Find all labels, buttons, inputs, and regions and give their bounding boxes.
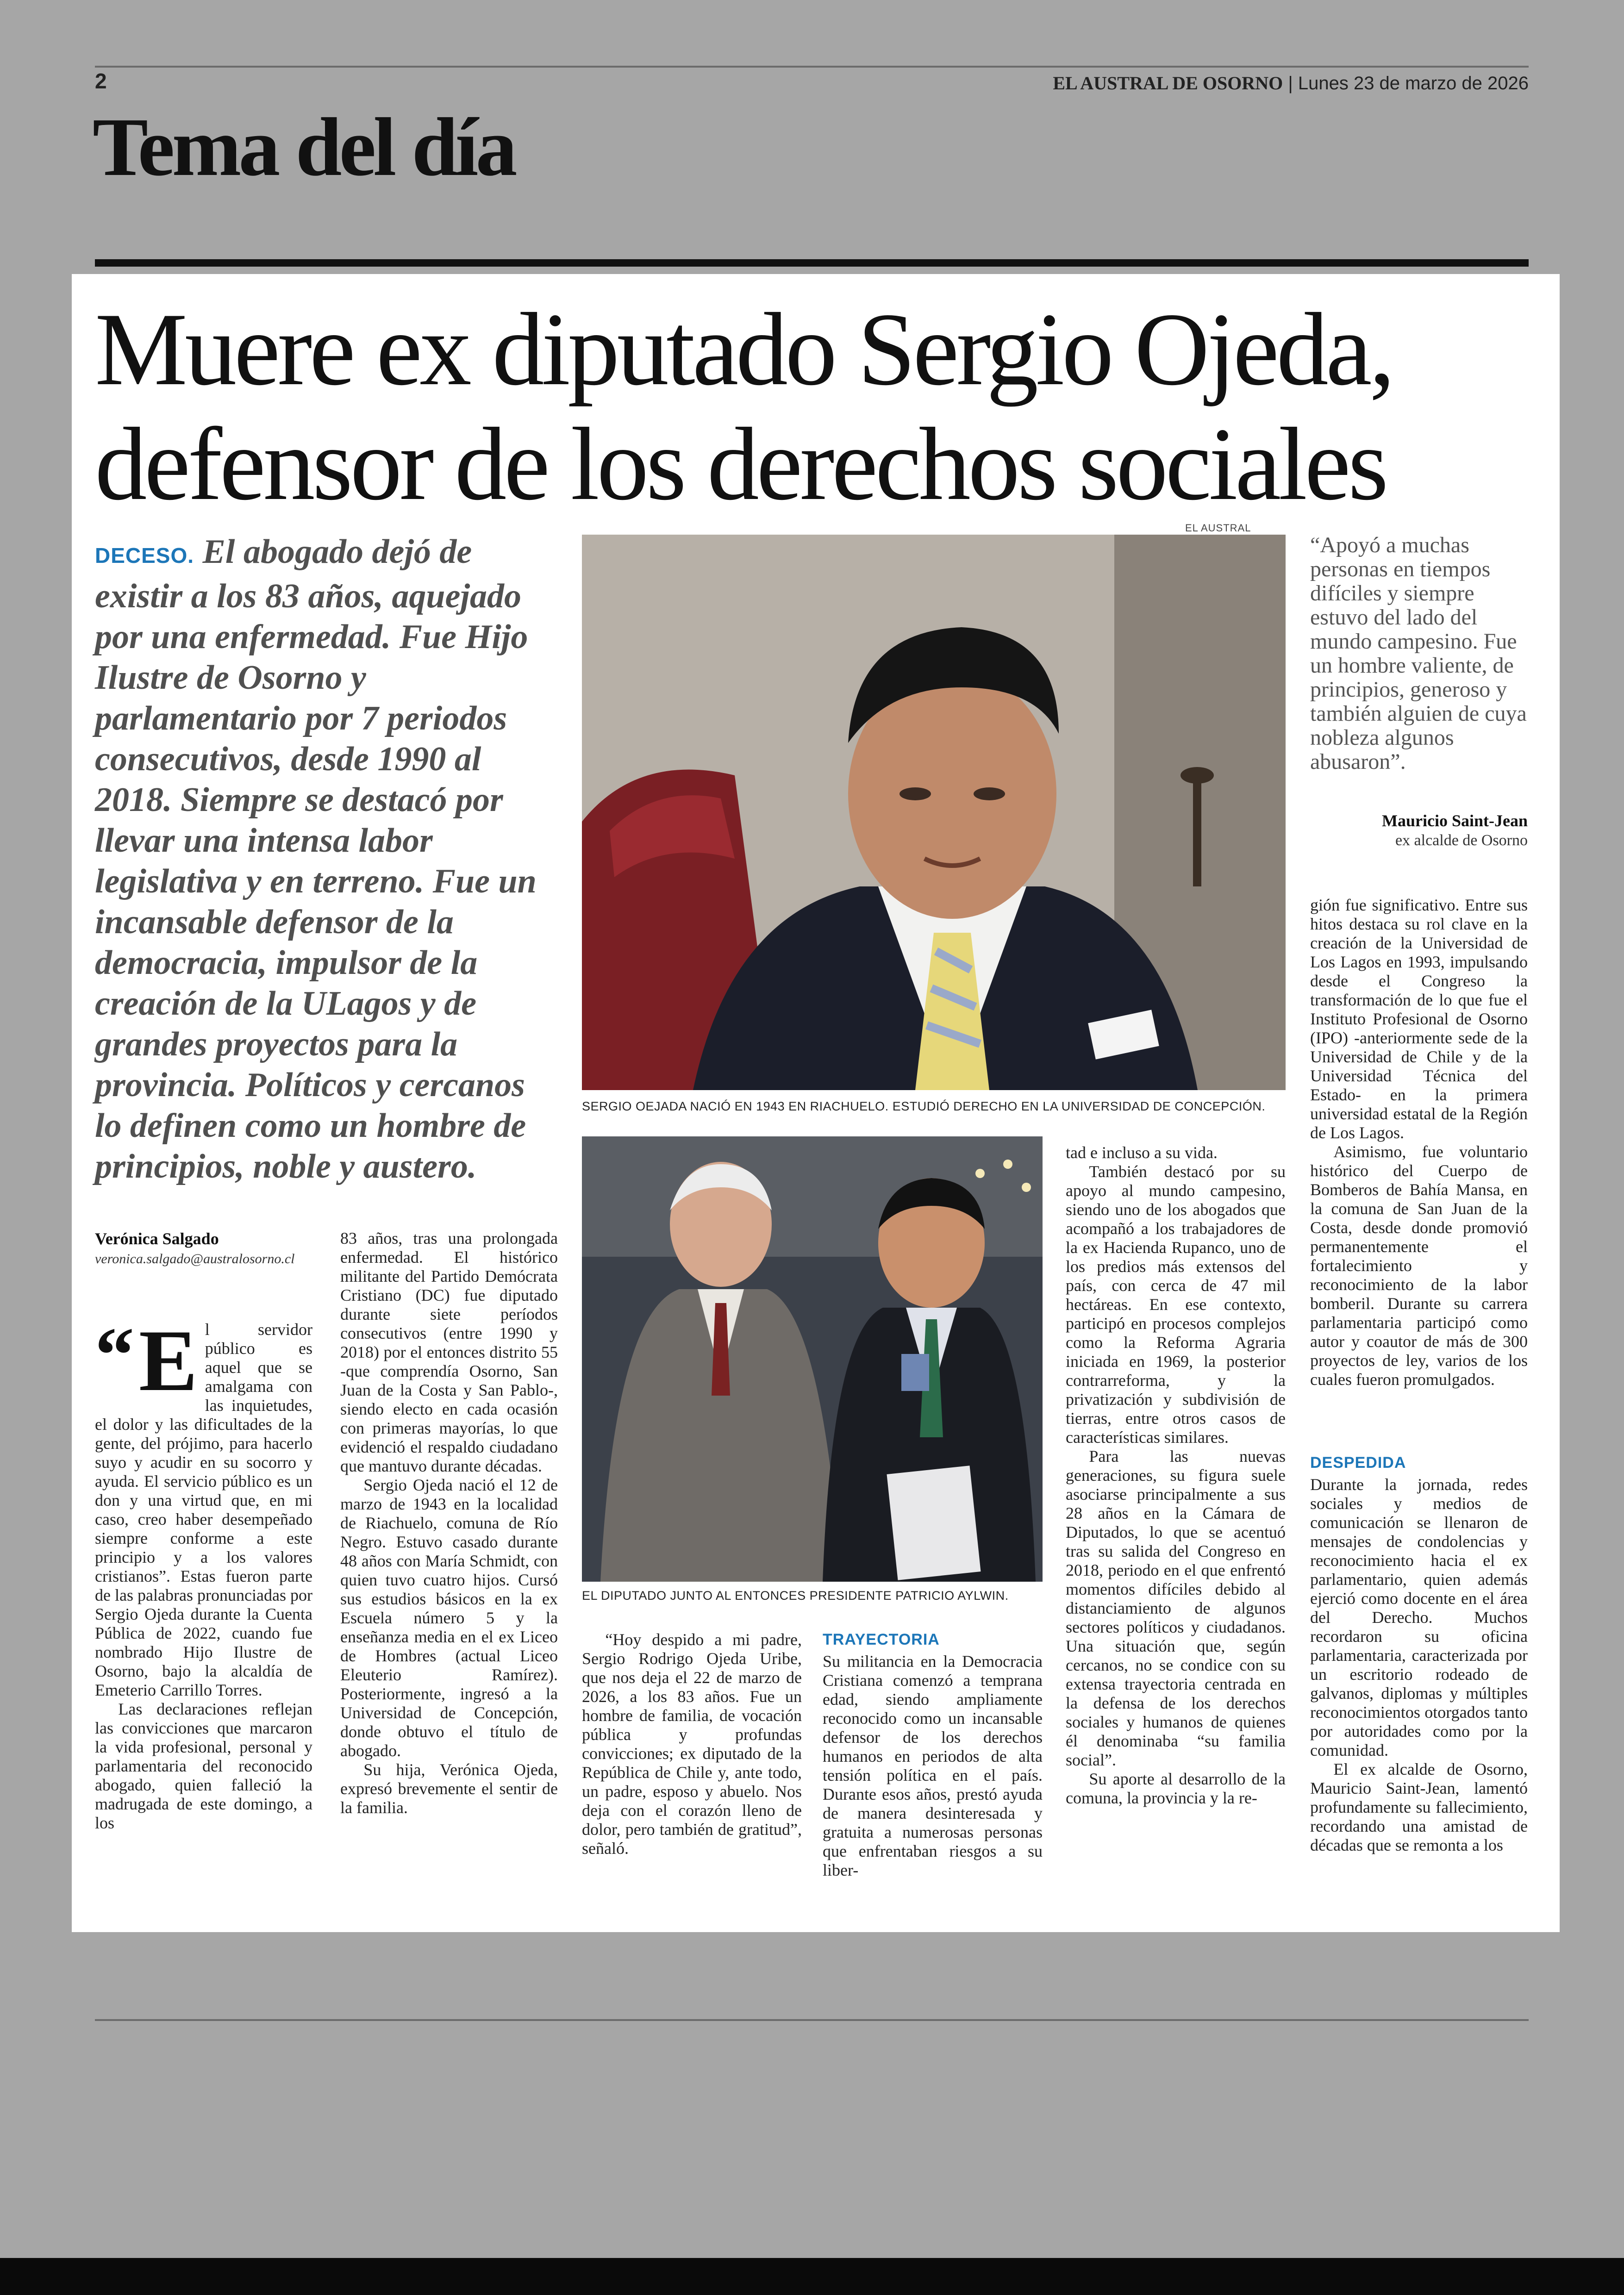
body-paragraph: El ex alcalde de Osorno, Mauricio Saint-Jean, lamentó profundamente su fallecimiento, recordando una amistad de décadas que se remonta a los <box>1310 1760 1528 1854</box>
newspaper-name: EL AUSTRAL DE OSORNO <box>1053 73 1283 94</box>
pull-quote-role: ex alcalde de Osorno <box>1395 832 1528 849</box>
photo-caption-1: SERGIO OEJADA NACIÓ EN 1943 EN RIACHUELO. ESTUDIÓ DERECHO EN LA UNIVERSIDAD DE CONCEPCIÓN. <box>582 1099 1266 1113</box>
masthead <box>1053 72 1529 94</box>
lead-text: El abogado dejó de existir a los 83 años, aquejado por una enfermedad. Fue Hijo Ilustre de Osorno y parlamentario por 7 periodos consecutivos, desde 1990 al 2018. Siempre se destacó por llevar una intensa labor legislativa y en terreno. Fue un incansable defensor de la democracia, impulsor de la creación de la ULagos y de grandes proyectos para la provincia. Políticos y cercanos lo definen como un hombre de principios, noble y austero. <box>95 533 537 1185</box>
page-number: 2 <box>95 69 107 93</box>
body-paragraph: También destacó por su apoyo al mundo campesino, siendo uno de los abogados que acompañó a los trabajadores de la ex Hacienda Rupanco, uno de los predios más extensos del país, con cerca de 47 mil hectáreas. En ese contexto, participó en procesos complejos como la Reforma Agraria iniciada en 1969, la posterior contrarreforma, y la privatización y subdivisión de tierras, entre otros casos de características similares. <box>1066 1162 1286 1447</box>
photo-credit: EL AUSTRAL <box>1185 522 1251 534</box>
body-column-1 <box>95 1311 312 1833</box>
body-column-3 <box>582 1630 802 1858</box>
portrait-photo <box>582 535 1286 1090</box>
aylwin-illustration <box>582 1136 1043 1582</box>
aylwin-photo <box>582 1136 1043 1582</box>
body-column-5 <box>1066 1143 1286 1808</box>
bottom-rule <box>95 2019 1529 2021</box>
body-paragraph: tad e incluso a su vida. <box>1066 1143 1218 1162</box>
section-title: Tema del día <box>93 101 515 193</box>
body-paragraph: “Hoy despido a mi padre, Sergio Rodrigo Ojeda Uribe, que nos deja el 22 de marzo de 2026, a los 83 años. Fue un hombre de familia, de vocación pública y profundas convicciones; ex diputado de la República de Chile y, ante todo, un padre, esposo y abuelo. Nos deja con el corazón lleno de dolor, pero también de gratitud”, señaló. <box>582 1630 802 1858</box>
body-paragraph: Para las nuevas generaciones, su figura suele asociarse principalmente a sus 28 años en la Cámara de Diputados, lo que se acentuó tras su salida del Congreso en 2018, periodo en el que enfrentó momentos difíciles debido al distanciamiento de algunos sectores políticos y ciudadanos. Una situación que, según cercanos, no se condice con su extensa trayectoria centrada en la defensa de los derechos sociales y humanos de quienes él denominaba “su familia social”. <box>1066 1447 1286 1769</box>
body-paragraph: l servidor público es aquel que se amalgama con las inquietudes, el dolor y las dificultades de la gente, del prójimo, para hacerlo suyo y acudir en su socorro y ayuda. El servicio público es un don y una virtud que, en mi caso, creo haber desempeñado siempre conforme a este principio y a los valores cristianos”. Estas fueron parte de las palabras pronunciadas por Sergio Ojeda durante la Cuenta Pública de 2022, cuando fue nombrado Hijo Ilustre de Osorno, bajo la alcaldía de Emeterio Carrillo Torres. <box>95 1320 312 1699</box>
section-rule <box>95 259 1529 267</box>
lead-tag: DECESO. <box>95 543 194 568</box>
body-column-6 <box>1310 896 1528 1389</box>
headline-line-2: defensor de los derechos sociales <box>95 406 1386 522</box>
lead-paragraph <box>95 531 558 1187</box>
body-paragraph: Su militancia en la Democracia Cristiana comenzó a temprana edad, siendo ampliamente reconocido como un incansable defensor de los derechos humanos en periodos de alta tensión política en el país. Durante esos años, prestó ayuda de manera desinteresada y gratuita a numerosas personas que enfrentaban riesgos a su liber- <box>823 1652 1043 1879</box>
headline-line-1: Muere ex diputado Sergio Ojeda, <box>95 291 1393 407</box>
body-paragraph: Sergio Ojeda nació el 12 de marzo de 1943 en la localidad de Riachuelo, comuna de Río Negro. Estuvo casado durante 48 años con María Schmidt, con quien tuvo cuatro hijos. Cursó sus estudios básicos en la ex Escuela número 5 y la enseñanza media en el ex Liceo de Hombres (actual Liceo Eleuterio Ramírez). Posteriormente, ingresó a la Universidad de Concepción, donde obtuvo el título de abogado. <box>340 1476 558 1760</box>
body-paragraph: 83 años, tras una prolongada enfermedad. El histórico militante del Partido Demócrata Cristiano (DC) fue diputado durante siete períodos consecutivos (entre 1990 y 2018) por el entonces distrito 55 -que comprendía Osorno, San Juan de la Costa y San Pablo-, siendo electo en cada ocasión con primeras mayorías, lo que evidenció el respaldo ciudadano que mantuvo durante décadas. <box>340 1229 558 1475</box>
drop-quote-mark: “ <box>95 1311 134 1398</box>
drop-cap: E <box>139 1312 198 1409</box>
byline-email[interactable]: veronica.salgado@australosorno.cl <box>95 1251 295 1266</box>
body-column-7 <box>1310 1453 1528 1855</box>
body-paragraph: Las declaraciones reflejan las convicciones que marcaron la vida profesional, personal y parlamentaria del reconocido abogado, quien falleció la madrugada de este domingo, a los <box>95 1700 312 1832</box>
body-paragraph: gión fue significativo. Entre sus hitos destaca su rol clave en la creación de la Universidad de Los Lagos en 1993, impulsando desde el Congreso la transformación de lo que fue el Instituto Profesional de Osorno (IPO) -anteriormente sede de la Universidad de Chile y de la Universidad Técnica del Estado- en la primera universidad estatal de la Región de Los Lagos. <box>1310 896 1528 1142</box>
byline-author: Verónica Salgado <box>95 1229 219 1248</box>
subhead-despedida: DESPEDIDA <box>1310 1454 1406 1472</box>
subhead-trayectoria: TRAYECTORIA <box>823 1631 940 1648</box>
pull-quote-author: Mauricio Saint-Jean <box>1382 811 1528 830</box>
top-rule <box>95 66 1529 68</box>
headline <box>95 292 1576 521</box>
issue-date: Lunes 23 de marzo de 2026 <box>1298 73 1529 94</box>
body-column-4 <box>823 1630 1043 1880</box>
body-paragraph: Durante la jornada, redes sociales y medios de comunicación se llenaron de mensajes de condolencias y reconocimiento hacia el ex parlamentario, quien además ejerció como docente en el área del Derecho. Muchos recordaron su oficina parlamentaria, caracterizada por un escritorio rodeado de galvanos, diplomas y múltiples reconocimientos otorgados tanto por autoridades como por la comunidad. <box>1310 1475 1528 1759</box>
bottom-bar <box>0 2258 1624 2295</box>
pull-quote: “Apoyó a muchas personas en tiempos difíciles y siempre estuvo del lado del mundo campesino. Fue un hombre valiente, de principios, generoso y también alguien de cuya nobleza algunos abusaron”. <box>1310 533 1527 774</box>
masthead-separator: | <box>1288 73 1293 94</box>
portrait-illustration <box>582 535 1286 1090</box>
body-paragraph: Su hija, Verónica Ojeda, expresó brevemente el sentir de la familia. <box>340 1760 558 1817</box>
body-paragraph: Asimismo, fue voluntario histórico del Cuerpo de Bomberos de Bahía Mansa, en la comuna de San Juan de la Costa, desde donde promovió permanentemente el fortalecimiento y reconocimiento de la labor bomberil. Durante su carrera parlamentaria participó como autor y coautor de más de 300 proyectos de ley, varios de los cuales fueron promulgados. <box>1310 1142 1528 1389</box>
body-column-2 <box>340 1229 558 1817</box>
body-paragraph: Su aporte al desarrollo de la comuna, la provincia y la re- <box>1066 1770 1286 1807</box>
photo-caption-2: EL DIPUTADO JUNTO AL ENTONCES PRESIDENTE PATRICIO AYLWIN. <box>582 1589 1009 1603</box>
